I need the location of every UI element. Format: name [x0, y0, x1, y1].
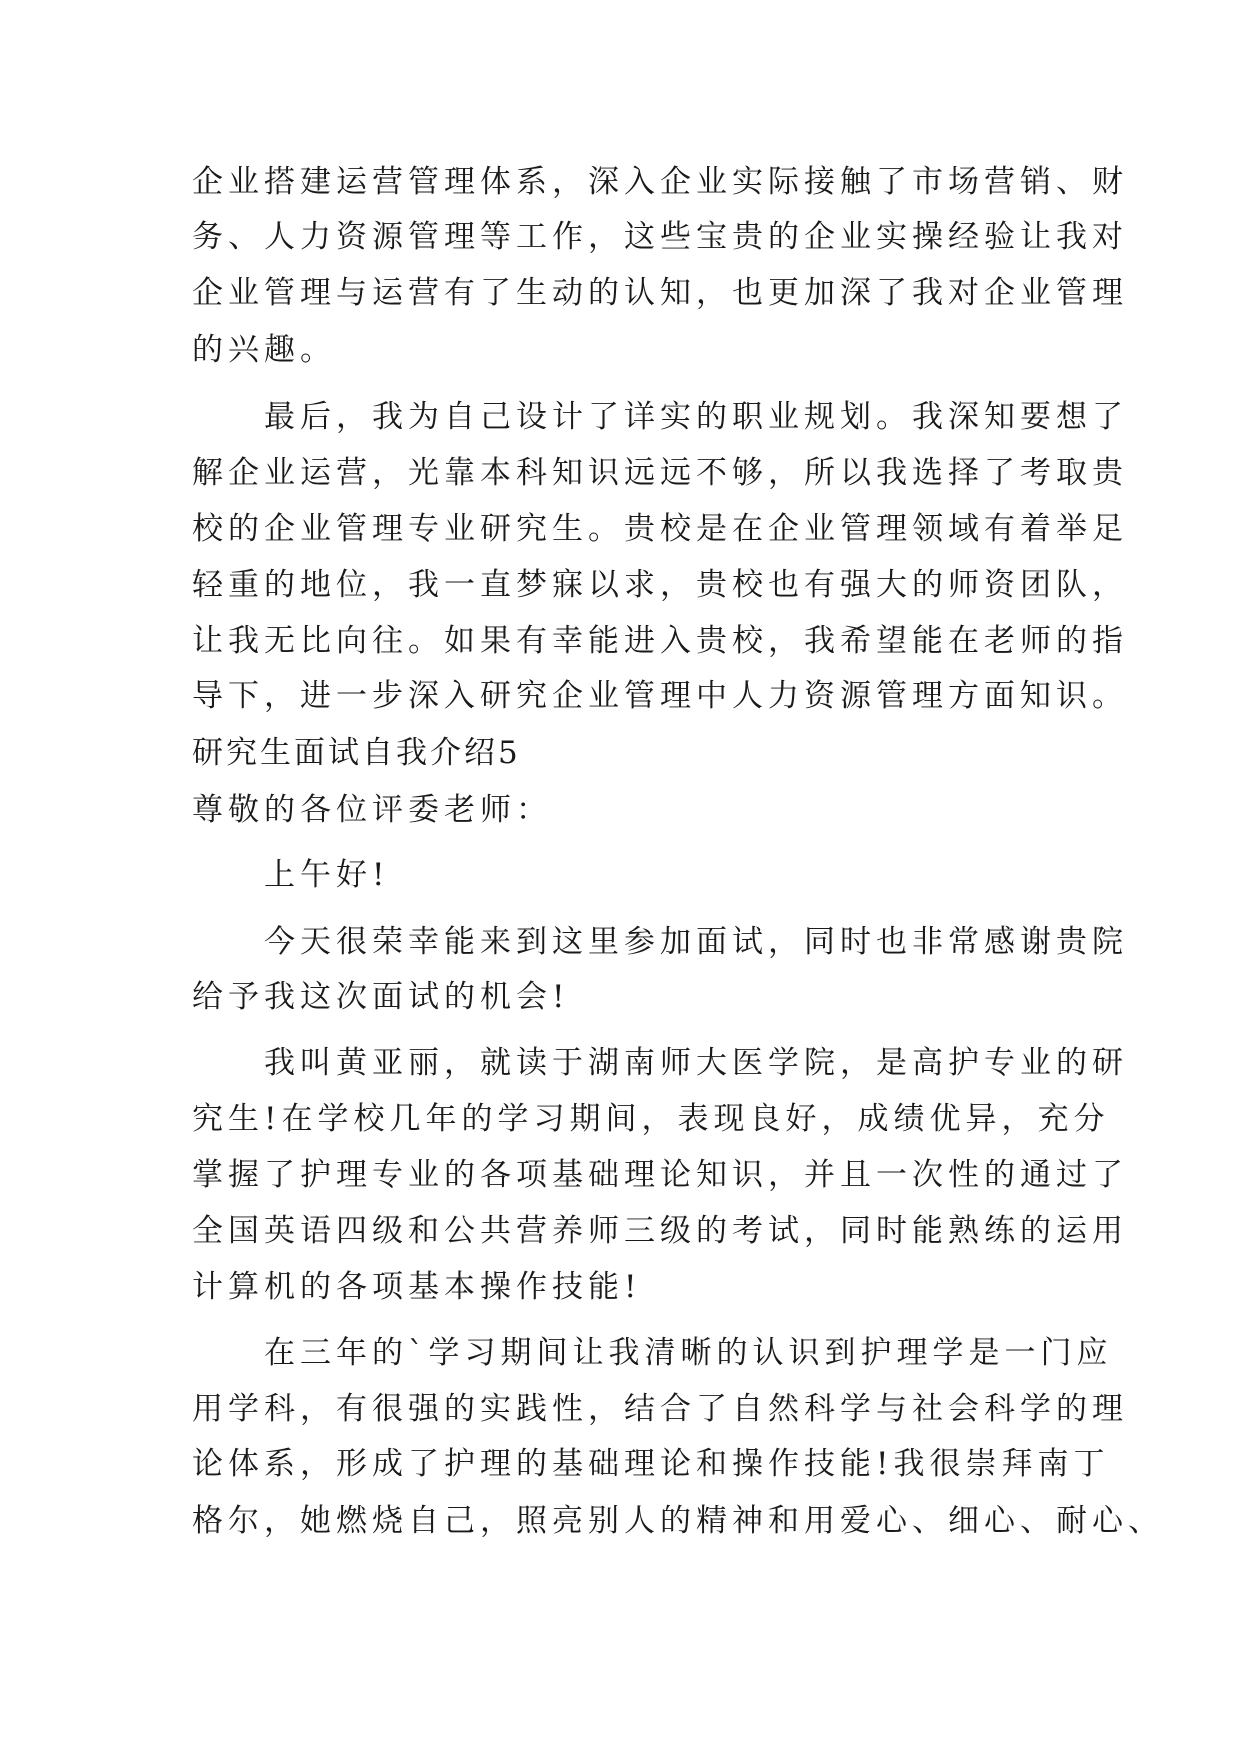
- text-line: 今天很荣幸能来到这里参加面试，同时也非常感谢贵院: [192, 924, 1128, 960]
- text-line: 在三年的`学习期间让我清晰的认识到护理学是一门应: [192, 1335, 1113, 1371]
- text-line: 全国英语四级和公共营养师三级的考试，同时能熟练的运用: [192, 1213, 1128, 1249]
- text-line: 务、人力资源管理等工作，这些宝贵的企业实操经验让我对: [192, 219, 1128, 255]
- text-line: 计算机的各项基本操作技能!: [192, 1269, 642, 1305]
- text-line: 让我无比向往。如果有幸能进入贵校，我希望能在老师的指: [192, 623, 1128, 659]
- text-line: 的兴趣。: [192, 332, 336, 368]
- text-line: 论体系，形成了护理的基础理论和操作技能!我很崇拜南丁: [192, 1446, 1110, 1482]
- text-line: 导下，进一步深入研究企业管理中人力资源管理方面知识。: [192, 678, 1128, 714]
- text-line: 上午好!: [192, 857, 390, 893]
- text-line: 用学科，有很强的实践性，结合了自然科学与社会科学的理: [192, 1391, 1128, 1427]
- text-line: 究生!在学校几年的学习期间，表现良好，成绩优异，充分: [192, 1101, 1110, 1137]
- salutation: 尊敬的各位评委老师：: [192, 792, 552, 828]
- text-line: 企业管理与运营有了生动的认知，也更加深了我对企业管理: [192, 275, 1128, 311]
- text-line: 最后，我为自己设计了详实的职业规划。我深知要想了: [192, 399, 1128, 435]
- text-line: 企业搭建运营管理体系，深入企业实际接触了市场营销、财: [192, 164, 1128, 200]
- text-line: 给予我这次面试的机会!: [192, 979, 570, 1015]
- section-heading: 研究生面试自我介绍5: [192, 735, 521, 771]
- text-line: 解企业运营，光靠本科知识远远不够，所以我选择了考取贵: [192, 455, 1128, 491]
- text-line: 轻重的地位，我一直梦寐以求，贵校也有强大的师资团队，: [192, 567, 1128, 603]
- text-line: 我叫黄亚丽，就读于湖南师大医学院，是高护专业的研: [192, 1045, 1128, 1081]
- text-line: 掌握了护理专业的各项基础理论知识，并且一次性的通过了: [192, 1157, 1128, 1193]
- text-line: 校的企业管理专业研究生。贵校是在企业管理领域有着举足: [192, 511, 1128, 547]
- text-line: 格尔，她燃烧自己，照亮别人的精神和用爱心、细心、耐心、: [192, 1503, 1164, 1539]
